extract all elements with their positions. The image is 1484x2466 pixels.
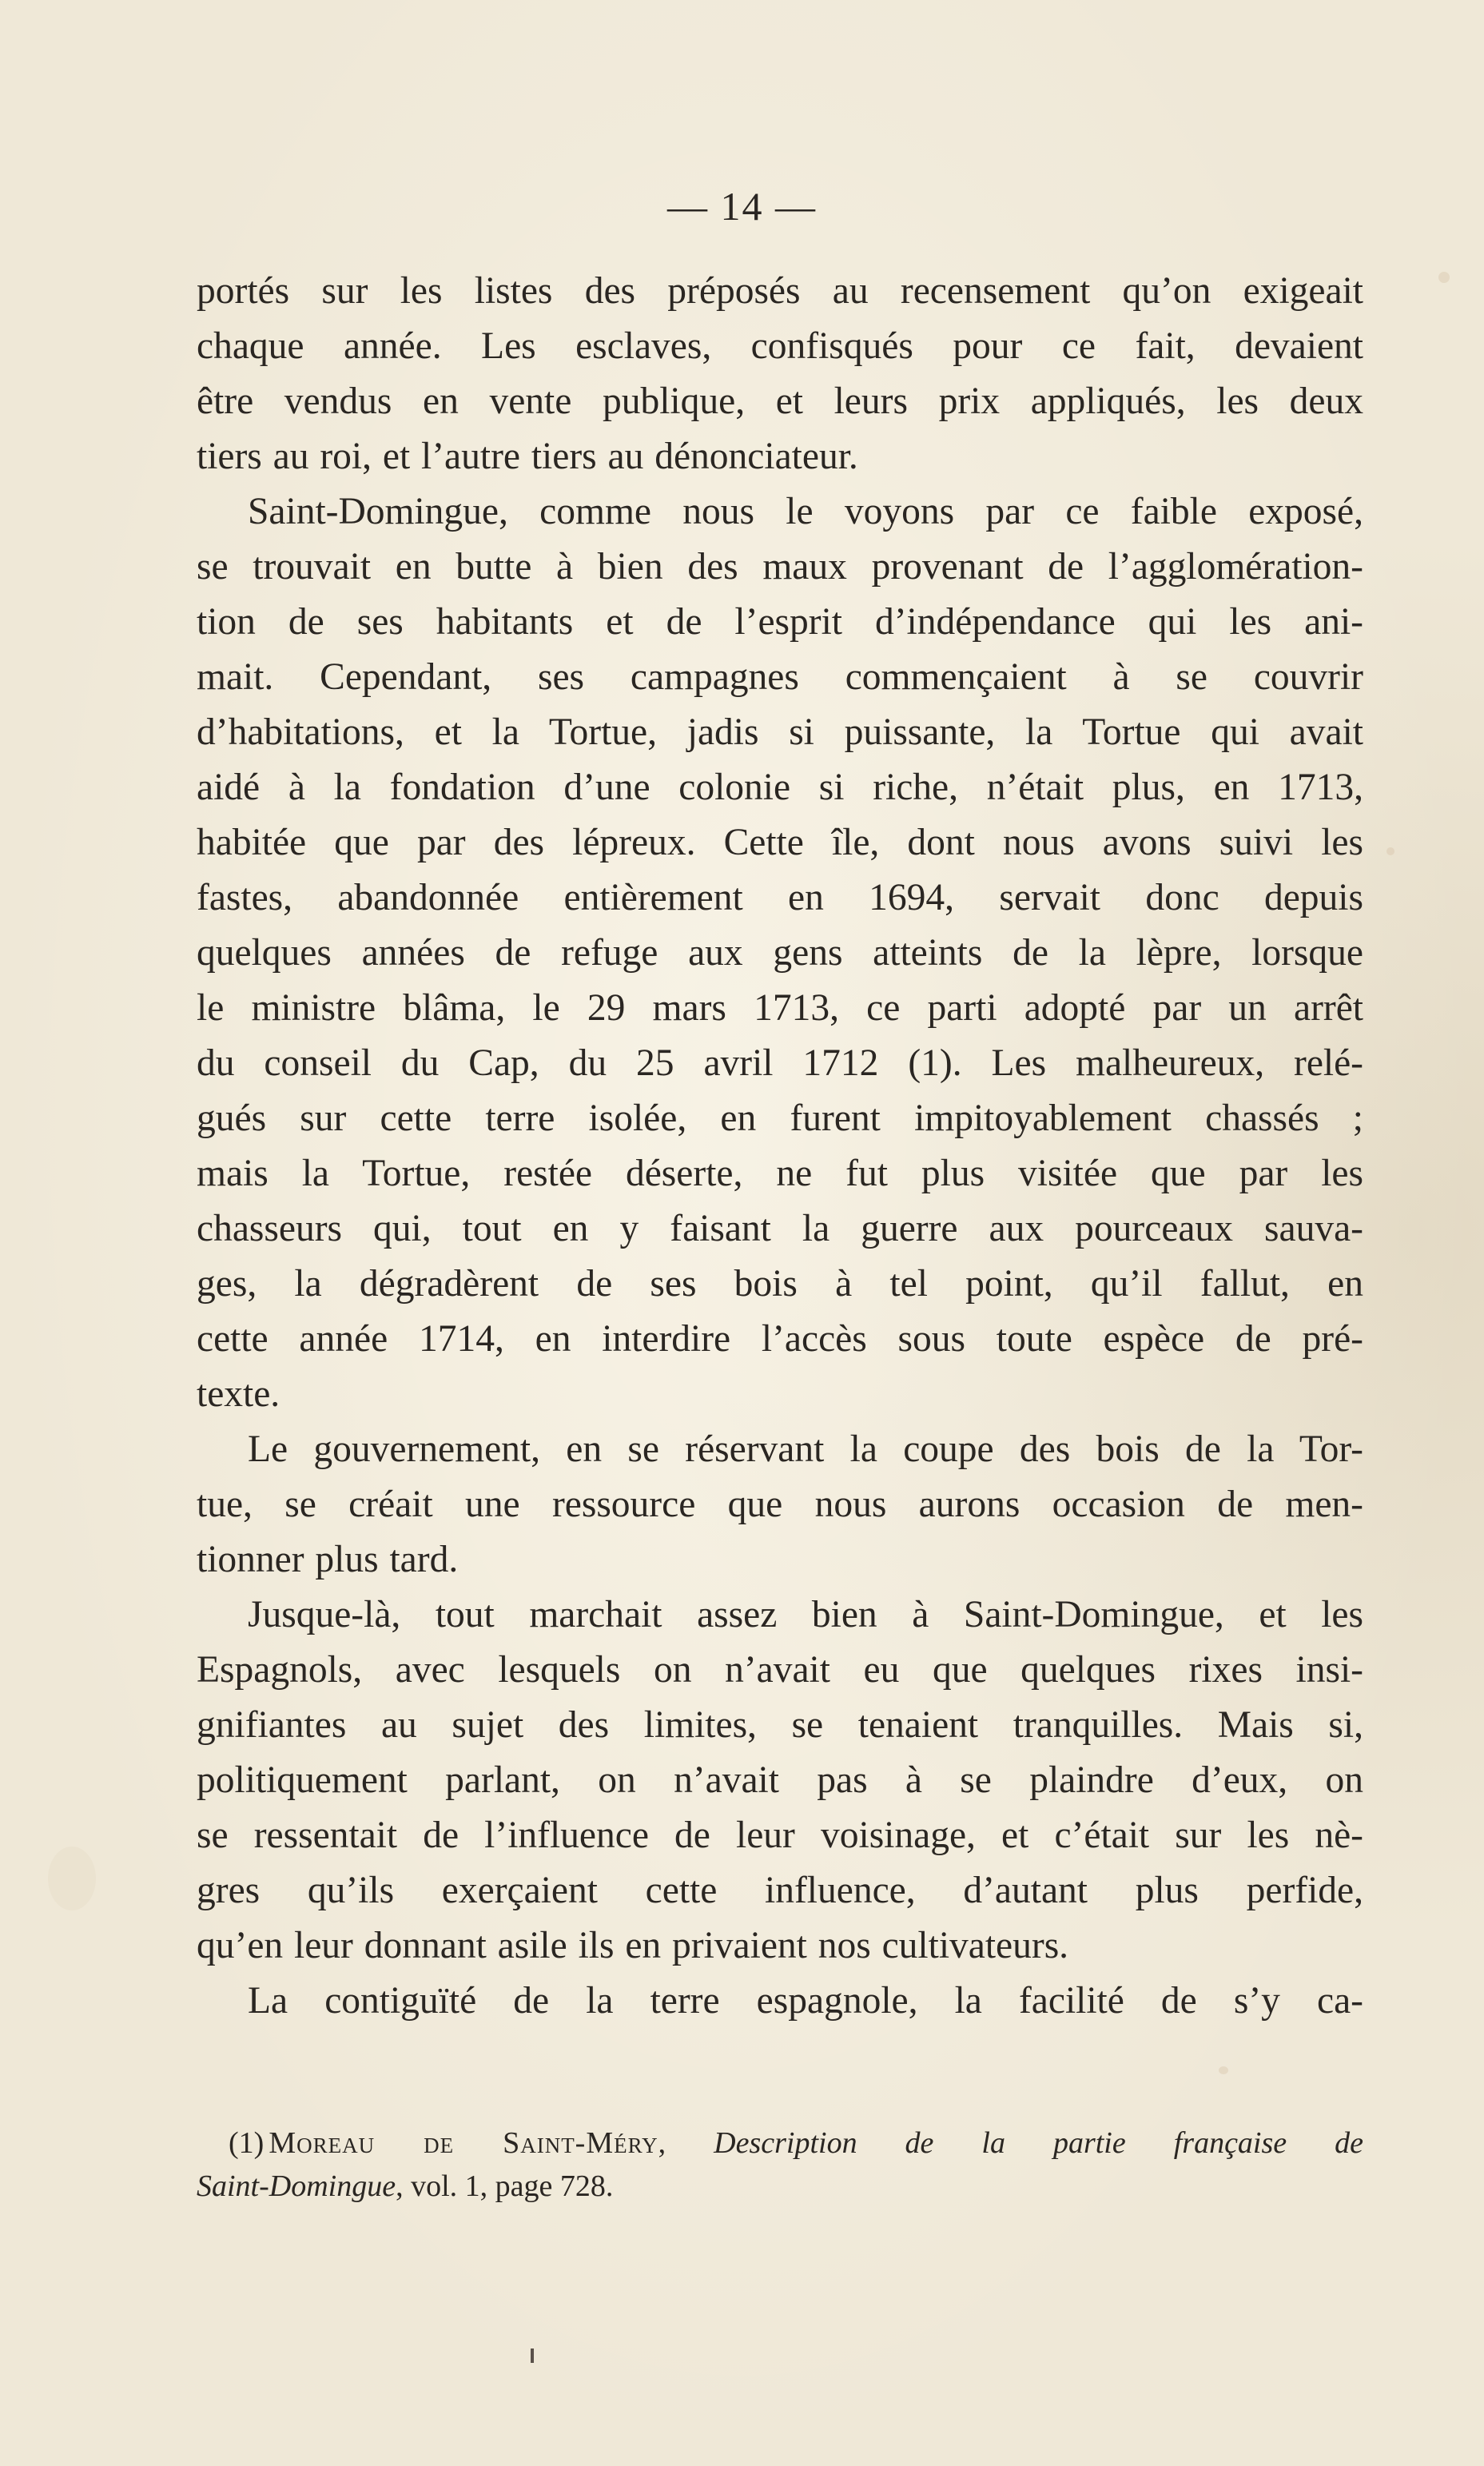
paper-stain: [1219, 2066, 1228, 2074]
text-line: gres qu’ils exerçaient cette influence, d’autant plus perfide,: [197, 1870, 1363, 1911]
text-line: tue, se créait une ressource que nous aurons occasion de men-: [197, 1484, 1363, 1525]
text-line: chasseurs qui, tout en y faisant la guerre aux pourceaux sauva-: [197, 1208, 1363, 1249]
paper-stain: [1387, 847, 1394, 855]
text-line: chaque année. Les esclaves, confisqués pour ce fait, devaient: [197, 325, 1363, 367]
text-line: ges, la dégradèrent de ses bois à tel point, qu’il fallut, en: [197, 1263, 1363, 1305]
text-line: habitée que par des lépreux. Cette île, dont nous avons suivi les: [197, 822, 1363, 863]
footnote-title-cont: Saint-Domingue: [197, 2169, 396, 2203]
footnote-author: Moreau de Saint-Méry: [269, 2126, 658, 2160]
text-line: aidé à la fondation d’une colonie si riche, n’était plus, en 1713,: [197, 767, 1363, 808]
page-number: — 14 —: [667, 184, 817, 229]
text-line: Saint-Domingue, comme nous le voyons par ce faible exposé,: [248, 491, 1363, 532]
text-line: d’habitations, et la Tortue, jadis si puissante, la Tortue qui avait: [197, 711, 1363, 753]
text-line: mait. Cependant, ses campagnes commençaient à se couvrir: [197, 656, 1363, 698]
body-text: [197, 264, 1363, 2029]
text-line: fastes, abandonnée entièrement en 1694, servait donc depuis: [197, 877, 1363, 918]
text-line: mais la Tortue, restée déserte, ne fut plus visitée que par les: [197, 1153, 1363, 1194]
footnote-line: (1) Moreau de Saint-Méry, Description de la partie française de: [229, 2126, 1363, 2160]
text-line: être vendus en vente publique, et leurs prix appliqués, les deux: [197, 380, 1363, 422]
text-line: tion de ses habitants et de l’esprit d’indépendance qui les ani-: [197, 601, 1363, 643]
text-line: cette année 1714, en interdire l’accès sous toute espèce de pré-: [197, 1318, 1363, 1360]
text-line: gués sur cette terre isolée, en furent impitoyablement chassés ;: [197, 1098, 1363, 1139]
footnote-title: Description de la partie française de: [714, 2126, 1363, 2160]
text-line: gnifiantes au sujet des limites, se tenaient tranquilles. Mais si,: [197, 1704, 1363, 1746]
text-line: Le gouvernement, en se réservant la coupe des bois de la Tor-: [248, 1428, 1363, 1470]
text-line: se ressentait de l’influence de leur voisinage, et c’était sur les nè-: [197, 1815, 1363, 1856]
text-line: La contiguïté de la terre espagnole, la facilité de s’y ca-: [248, 1980, 1363, 2022]
paper-stain: [48, 1847, 96, 1910]
text-line: texte.: [197, 1373, 280, 1415]
text-line: tionner plus tard.: [197, 1539, 459, 1580]
paper-stain: [1438, 272, 1450, 283]
text-line: se trouvait en butte à bien des maux provenant de l’agglomération-: [197, 546, 1363, 588]
text-line: qu’en leur donnant asile ils en privaient nos cultivateurs.: [197, 1925, 1069, 1966]
text-line: tiers au roi, et l’autre tiers au dénonciateur.: [197, 436, 858, 477]
ink-mark: [531, 2348, 534, 2363]
text-line: Espagnols, avec lesquels on n’avait eu que quelques rixes insi-: [197, 1649, 1363, 1691]
text-line: quelques années de refuge aux gens atteints de la lèpre, lorsque: [197, 932, 1363, 974]
text-line: du conseil du Cap, du 25 avril 1712 (1). Les malheureux, relé-: [197, 1042, 1363, 1084]
text-line: portés sur les listes des préposés au recensement qu’on exigeait: [197, 270, 1363, 312]
footnote-reference: , vol. 1, page 728.: [396, 2169, 614, 2203]
text-line: politiquement parlant, on n’avait pas à se plaindre d’eux, on: [197, 1759, 1363, 1801]
footnote-marker: (1): [229, 2126, 265, 2160]
footnote: [197, 2121, 1363, 2208]
text-line: Jusque-là, tout marchait assez bien à Saint-Domingue, et les: [248, 1594, 1363, 1635]
footnote-line: [197, 2165, 1363, 2208]
text-line: le ministre blâma, le 29 mars 1713, ce parti adopté par un arrêt: [197, 987, 1363, 1029]
